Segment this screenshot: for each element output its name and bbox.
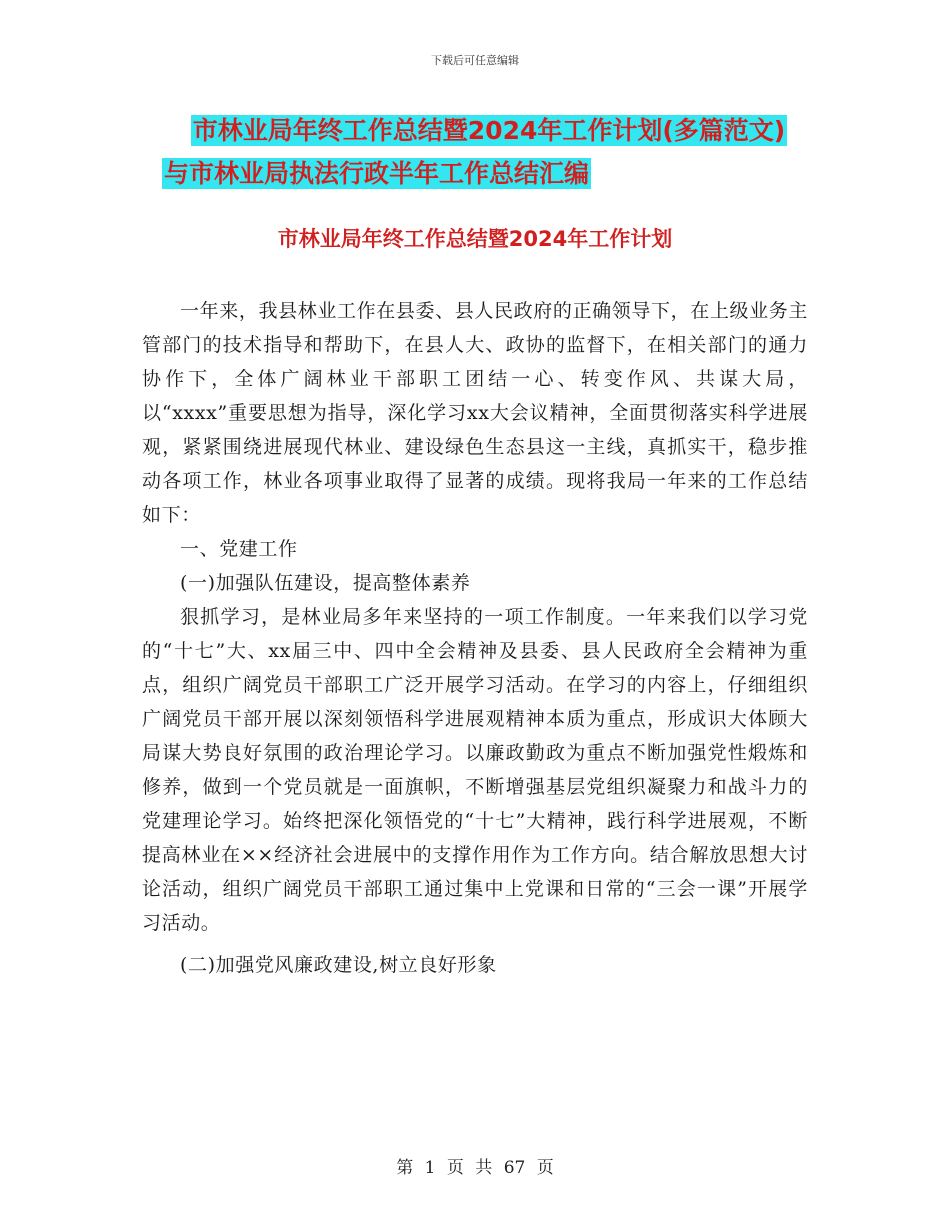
heading-party-building: 一、党建工作 xyxy=(180,538,298,560)
document-title-line-2 xyxy=(162,156,591,192)
document-body xyxy=(142,294,808,982)
page-number-footer: 第 1 页 共 67 页 xyxy=(396,1158,554,1178)
section-title: 市林业局年终工作总结暨2024年工作计划 xyxy=(277,227,673,251)
document-title-text-1: 市林业局年终工作总结暨2024年工作计划(多篇范文) xyxy=(192,116,786,145)
paragraph-study: 狠抓学习，是林业局多年来坚持的一项工作制度。一年来我们以学习党的“十七”大、xx届三中、四中全会精神及县委、县人民政府全会精神为重点，组织广阔党员干部职工广泛开展学习活动。在学习的内容上，仔细组织广阔党员干部开展以深刻领悟科学进展观精神本质为重点，形成识大体顾大局谋大势良好氛围的政治理论学习。以廉政勤政为重点不断加强党性煅炼和修养，做到一个党员就是一面旗帜，不断增强基层党组织凝聚力和战斗力的党建理论学习。始终把深化领悟党的“十七”大精神，践行科学进展观，不断提高林业在××经济社会进展中的支撑作用作为工作方向。结合解放思想大讨论活动，组织广阔党员干部职工通过集中上党课和日常的“三会一课”开展学习活动。 xyxy=(142,606,808,934)
paragraph-intro: 一年来，我县林业工作在县委、县人民政府的正确领导下，在上级业务主管部门的技术指导和帮助下，在县人大、政协的监督下，在相关部门的通力协作下，全体广阔林业干部职工团结一心、转变作风、共谋大局，以“xxxx”重要思想为指导，深化学习xx大会议精神，全面贯彻落实科学进展观，紧紧围绕进展现代林业、建设绿色生态县这一主线，真抓实干，稳步推动各项工作，林业各项事业取得了显著的成绩。现将我局一年来的工作总结如下： xyxy=(142,300,808,526)
subheading-team-building: (一)加强队伍建设，提高整体素养 xyxy=(180,572,471,594)
subheading-integrity: (二)加强党风廉政建设,树立良好形象 xyxy=(180,954,497,976)
document-title-line-1 xyxy=(0,113,950,149)
page-header-note: 下载后可任意编辑 xyxy=(431,54,519,67)
document-title-text-2: 与市林业局执法行政半年工作总结汇编 xyxy=(164,159,590,188)
